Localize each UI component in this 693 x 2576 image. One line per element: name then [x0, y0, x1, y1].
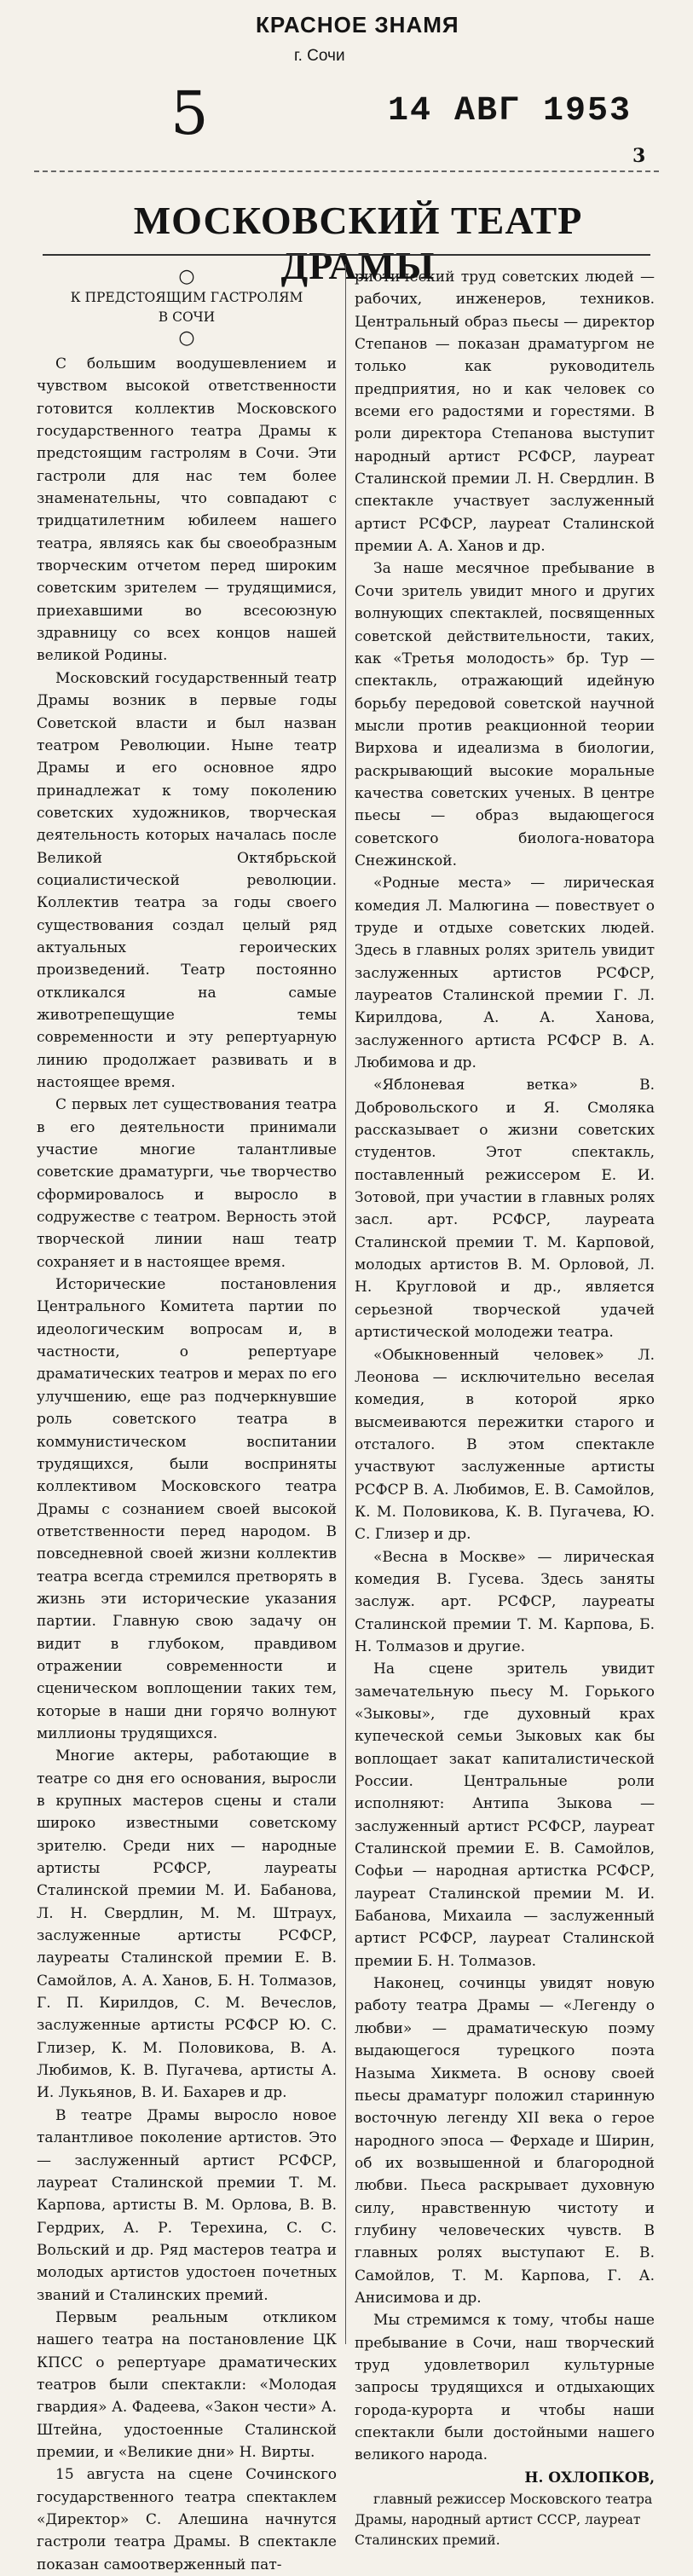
newspaper-name: КРАСНОЕ ЗНАМЯ [256, 12, 459, 38]
paragraph: За наше месячное пребывание в Сочи зритель увидит много и других волнующих спектаклей, посвященных советской действительности, таких, как «Третья молодость» бр. Тур — спектакль, отражающий идейную борьбу передовой советской научной мысли против реакционной теории Вирхова и идеализма в биологии, раскрывающий высокие моральные качества советских ученых. В центре пьесы — образ выдающегося советского биолога-новатора Снежинской. [355, 560, 655, 869]
paragraph: Исторические постановления Центрального Комитета партии по идеологическим вопросам и, в частности, о репертуаре драматических театров и мерах по его улучшению, еще раз подчеркнувшие роль советского театра в коммунистическом воспитании трудящихся, были восприняты коллективом Московского театра Драмы с сознанием своей высокой ответственности перед народом. В повседневной своей жизни коллектив театра всегда стремился претворять в жизнь эти исторические указания партии. Главную свою задачу он видит в глубоком, правдивом отражении современности и сценическом воплощении таких тем, которые в наши дни горячо волнуют миллионы трудящихся. [37, 1276, 337, 1742]
article-kicker [37, 266, 337, 349]
page-number: 3 [632, 145, 646, 167]
paragraph: «Обыкновенный человек» Л. Леонова — исключительно веселая комедия, в которой ярко высмеиваются пережитки старого и отсталого. В этом спектакле участвуют заслуженные артисты РСФСР В. А. Любимов, Е. В. Самойлов, К. М. Половикова, К. В. Пугачева, Ю. С. Глизер и др. [355, 1346, 655, 1544]
paragraph: Многие актеры, работающие в театре со дня его основания, выросли в крупных мастеров сцены и стали широко известными советскому зрителю. Среди них — народные артисты РСФСР, лауреаты Сталинской премии М. И. Бабанова, Л. Н. Свердлин, М. М. Штраух, заслуженные артисты РСФСР, лауреаты Сталинской премии Е. В. Самойлов, А. А. Ханов, Б. Н. Толмазов, Г. П. Кирилдов, С. М. Вечеслов, заслуженные артисты РСФСР Ю. С. Глизер, К. М. Половикова, В. А. Любимов, К. В. Пугачева, артисты А. И. Лукьянов, В. И. Бахарев и др. [37, 1747, 337, 2102]
circle-ornament-icon: ○ [178, 327, 195, 349]
paragraph: «Яблоневая ветка» В. Добровольского и Я. Смоляка рассказывает о жизни советских студентов. Этот спектакль, поставленный режиссером Е. И. Зотовой, при участии в главных ролях засл. арт. РСФСР, лауреата Сталинской премии Т. М. Карповой, молодых артистов В. М. Орловой, Л. Н. Кругловой и др., является серьезной творческой удачей артистической молодежи театра. [355, 1077, 655, 1342]
headline-rule [43, 254, 650, 256]
circle-ornament-icon: ○ [178, 266, 195, 287]
date-stamp: 14 АВГ 1953 [388, 92, 632, 130]
paragraph: Наконец, сочинцы увидят новую работу театра Драмы — «Легенду о любви» — драматическую поэму выдающегося турецкого поэта Назыма Хикмета. В основу своей пьесы драматург положил старинную восточную легенду XII века о герое народного эпоса — Ферхаде и Ширин, об их возвышенной и благородной любви. Пьеса раскрывает духовную силу, нравственную чистоту и глубину человеческих чувств. В главных ролях выступают Е. В. Самойлов, Т. М. Карпова, Г. А. Анисимова и др. [355, 1975, 655, 2307]
paragraph: «Весна в Москве» — лирическая комедия В. Гусева. Здесь заняты заслуж. арт. РСФСР, лауреаты Сталинской премии Т. М. Карпова, Б. Н. Толмазов и другие. [355, 1548, 655, 1655]
newspaper-city: г. Сочи [294, 47, 345, 65]
paragraph: риотический труд советских людей — рабочих, инженеров, техников. Центральный образ пьесы — директор Степанов — показан драматургом не только как руководитель предприятия, но и как человек со всеми его радостями и горестями. В роли директора Степанова выступит народный артист РСФСР, лауреат Сталинской премии Л. Н. Свердлин. В спектакле участвует заслуженный артист РСФСР, лауреат Сталинской премии А. А. Ханов и др. [355, 269, 655, 556]
paragraph: С первых лет существования театра в его деятельности принимали участие многие талантливые советские драматурги, чье творчество сформировалось и выросло в содружестве с театром. Верность этой творческой линии наш театр сохраняет и в настоящее время. [37, 1096, 337, 1271]
kicker-line-2: В СОЧИ [158, 309, 216, 325]
paragraph: 15 августа на сцене Сочинского государственного театра спектаклем «Директор» С. Алешина начнутся гастроли театра Драмы. В спектакле показан самоотверженный пат- [37, 2466, 337, 2573]
kicker-line-1: К ПРЕДСТОЯЩИМ ГАСТРОЛЯМ [70, 290, 303, 305]
paragraph: Мы стремимся к тому, чтобы наше пребывание в Сочи, наш творческий труд удовлетворил культурные запросы трудящихся и отдыхающих города-курорта и чтобы наши спектакли были достойными нашего великого народа. [355, 2312, 655, 2464]
paragraph: «Родные места» — лирическая комедия Л. Малюгина — повествует о труде и отдыхе советских людей. Здесь в главных ролях зритель увидит заслуженных артистов РСФСР, лауреатов Сталинской премии Г. Л. Кирилдова, А. А. Ханова, заслуженного артиста РСФСР В. А. Любимова и др. [355, 875, 655, 1072]
paragraph: С большим воодушевлением и чувством высокой ответственности готовится коллектив Московского государственного театра Драмы к предстоящим гастролям в Сочи. Эти гастроли для нас тем более знаменательны, что совпадают с тридцатилетним юбилеем нашего театра, являясь как бы своеобразным творческим отчетом перед широким советским зрителем — трудящимися, приехавшими во всесоюзную здравницу со всех концов нашей великой Родины. [37, 355, 337, 665]
handwritten-number: 5 [170, 78, 209, 148]
article-column-left [37, 266, 337, 2576]
paragraph: Московский государственный театр Драмы возник в первые годы Советской власти и был назван театром Революции. Ныне театр Драмы и его основное ядро принадлежат к тому поколению советских художников, творческая деятельность которых началась после Великой Октябрьской социалистической революции. Коллектив театра за годы своего существования создал целый ряд актуальных героических произведений. Театр постоянно откликался на самые животрепещущие темы современности и эту репертуарную линию продолжает развивать и в настоящее время. [37, 669, 337, 1091]
column-divider [345, 264, 346, 2344]
author-name: Н. ОХЛОПКОВ, [524, 2469, 655, 2486]
paragraph: На сцене зритель увидит замечательную пьесу М. Горького «Зыковы», где духовный крах купеческой семьи Зыковых как бы воплощает закат капиталистической России. Центральные роли исполняют: Антипа Зыкова — заслуженный артист РСФСР, лауреат Сталинской премии Е. В. Самойлов, Софьи — народная артистка РСФСР, лауреат Сталинской премии М. И. Бабанова, Михаила — заслуженный артист РСФСР, лауреат Сталинской премии Б. Н. Толмазов. [355, 1661, 655, 1970]
article-column-right [355, 266, 655, 2550]
archive-stamp [0, 0, 693, 170]
paragraph: Первым реальным откликом нашего театра на постановление ЦК КПСС о репертуаре драматических театров были спектакли: «Молодая гвардия» А. Фадеева, «Закон чести» А. Штейна, удостоенные Сталинской премии, и «Великие дни» Н. Вирты. [37, 2308, 337, 2461]
paragraph: В театре Драмы выросло новое талантливое поколение артистов. Это — заслуженный артист РСФСР, лауреат Сталинской премии Т. М. Карпова, артисты В. М. Орлова, В. В. Гердрих, А. Р. Терехина, С. С. Вольский и др. Ряд мастеров театра и молодых артистов удостоен почетных званий и Сталинских премий. [37, 2106, 337, 2304]
article-headline: МОСКОВСКИЙ ТЕАТР ДРАМЫ [133, 199, 583, 287]
author-title: главный режиссер Московского театра Драмы, народный артист СССР, лауреат Сталинских премий. [355, 2492, 653, 2549]
stamp-divider [34, 170, 659, 172]
